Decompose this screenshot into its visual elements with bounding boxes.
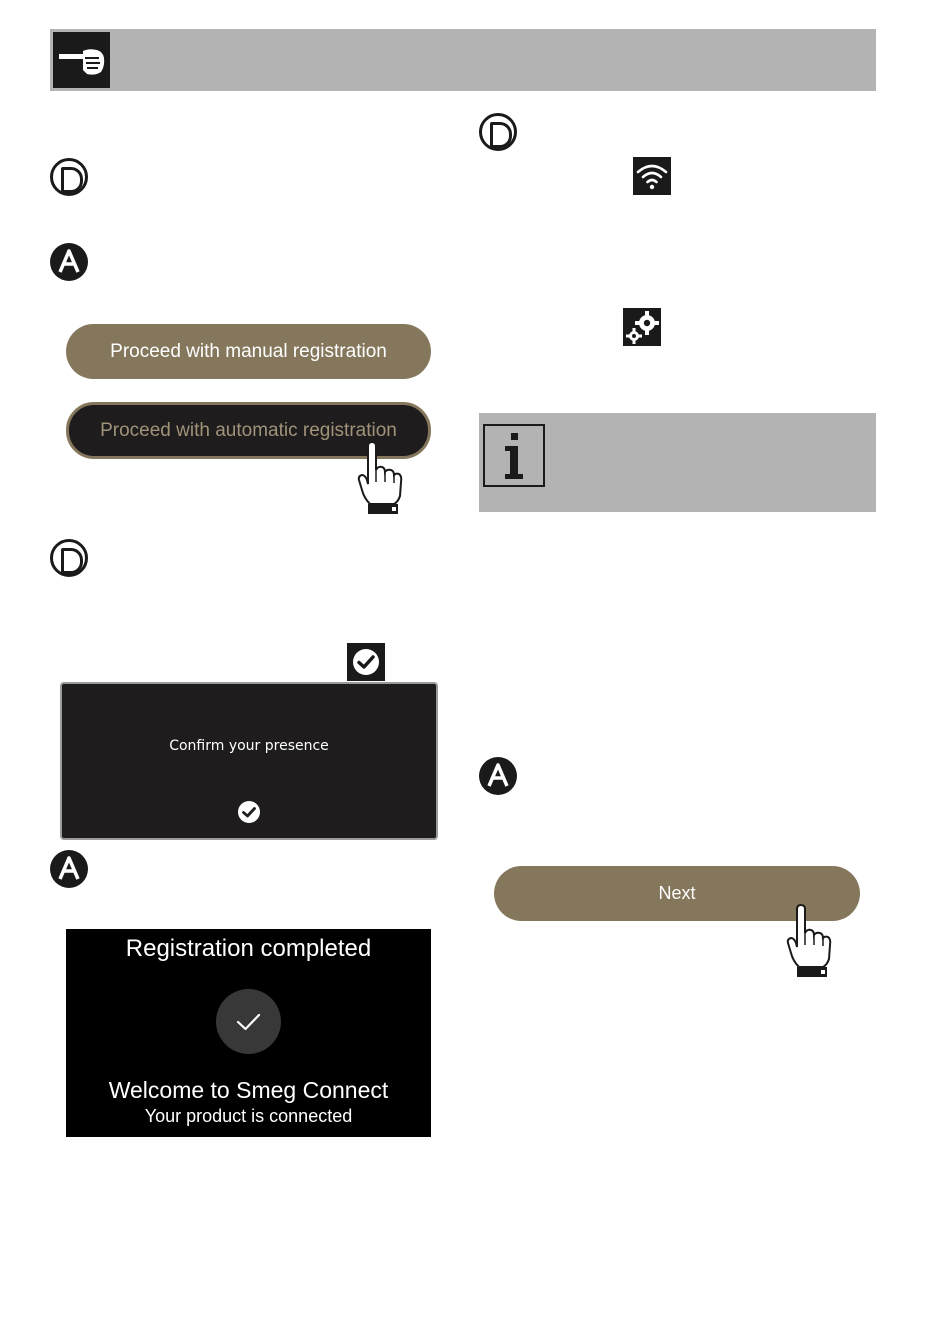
step-badge-d <box>50 158 88 196</box>
tap-hand-icon <box>356 440 404 516</box>
tap-hand-icon <box>785 903 833 979</box>
step-badge-d <box>479 113 517 151</box>
next-label: Next <box>658 883 696 903</box>
connected-subtitle: Your product is connected <box>144 1106 353 1126</box>
pointing-hand-icon <box>53 32 110 88</box>
header-bar <box>50 29 876 91</box>
step-badge-a <box>50 243 88 281</box>
checkmark-icon <box>216 989 281 1054</box>
step-badge-a <box>50 850 88 888</box>
manual-registration-button[interactable] <box>66 324 431 379</box>
check-circle-icon[interactable] <box>237 800 261 824</box>
manual-registration-label: Proceed with manual registration <box>110 340 387 362</box>
step-badge-d <box>50 539 88 577</box>
confirm-presence-text: Confirm your presence <box>169 738 329 754</box>
info-icon <box>483 424 545 487</box>
registration-title: Registration completed <box>125 935 372 962</box>
gears-icon <box>623 308 661 346</box>
check-circle-icon <box>347 643 385 681</box>
step-badge-a <box>479 757 517 795</box>
automatic-registration-label: Proceed with automatic registration <box>100 419 397 441</box>
welcome-text: Welcome to Smeg Connect <box>108 1077 389 1103</box>
wifi-icon <box>633 157 671 195</box>
